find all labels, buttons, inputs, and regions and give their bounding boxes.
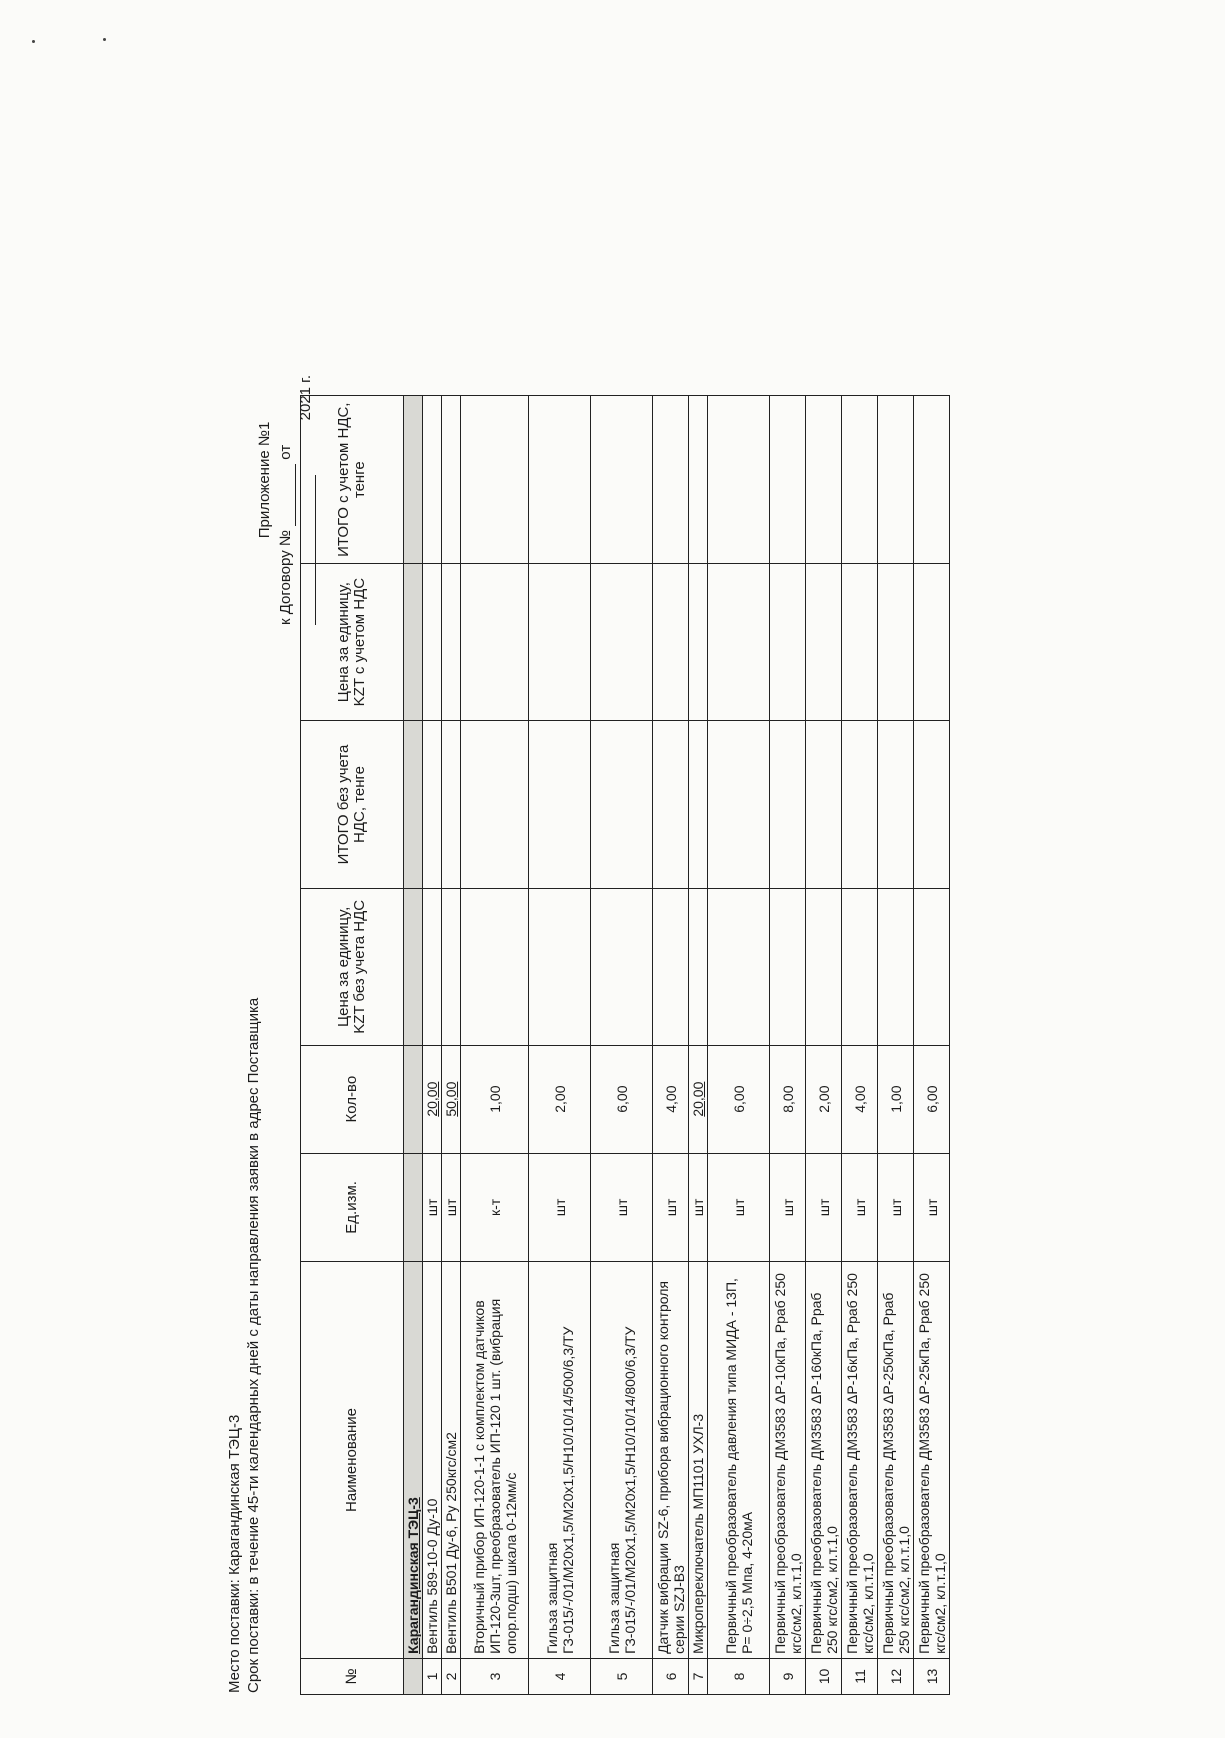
row-total-vat: [529, 396, 591, 564]
row-price-vat: [914, 564, 950, 720]
table-row: [914, 396, 950, 1695]
table-row: [423, 396, 442, 1695]
row-qty: 20,00: [423, 1045, 442, 1153]
row-price-vat: [461, 564, 529, 720]
row-num: 12: [878, 1658, 914, 1694]
row-unit: шт: [878, 1153, 914, 1261]
row-total-no-vat: [770, 720, 806, 888]
row-num: 1: [423, 1658, 442, 1694]
table-row: [591, 396, 653, 1695]
row-name: Первичный преобразователь ДМ3583 ΔР-10кПа, Рраб 250 кгс/см2, кл.т.1,0: [770, 1262, 806, 1659]
row-price-vat: [442, 564, 461, 720]
header-total-vat: ИТОГО с учетом НДС, тенге: [301, 396, 404, 564]
row-num: 9: [770, 1658, 806, 1694]
header-total-no-vat: ИТОГО без учета НДС, тенге: [301, 720, 404, 888]
row-num: 13: [914, 1658, 950, 1694]
row-total-no-vat: [689, 720, 708, 888]
row-total-vat: [842, 396, 878, 564]
delivery-place: Место поставки: Карагандинская ТЭЦ-3: [226, 1414, 243, 1693]
appendix-title: Приложение №1: [256, 421, 273, 539]
row-qty: 1,00: [461, 1045, 529, 1153]
contract-number-blank: [275, 464, 296, 526]
group-empty-cell: [404, 889, 423, 1045]
items-table: [300, 395, 950, 1695]
row-price-vat: [878, 564, 914, 720]
row-unit: к-т: [461, 1153, 529, 1261]
row-price-no-vat: [689, 889, 708, 1045]
table-row: [461, 396, 529, 1695]
row-unit: шт: [842, 1153, 878, 1261]
row-price-no-vat: [878, 889, 914, 1045]
row-qty: 2,00: [806, 1045, 842, 1153]
scan-speck: [103, 38, 106, 41]
row-unit: шт: [653, 1153, 689, 1261]
row-total-no-vat: [461, 720, 529, 888]
row-num: 11: [842, 1658, 878, 1694]
row-total-vat: [423, 396, 442, 564]
row-num: 10: [806, 1658, 842, 1694]
row-price-no-vat: [529, 889, 591, 1045]
contract-from-word: от: [277, 444, 294, 460]
header-unit: Ед.изм.: [301, 1153, 404, 1261]
group-row: [404, 396, 423, 1695]
table-row: [653, 396, 689, 1695]
row-total-vat: [878, 396, 914, 564]
delivery-info: [225, 998, 263, 1693]
row-total-no-vat: [806, 720, 842, 888]
table-row: [842, 396, 878, 1695]
rotated-document: [225, 270, 1145, 1715]
row-total-vat: [461, 396, 529, 564]
table-header-row: [301, 396, 404, 1695]
row-qty: 20,00: [689, 1045, 708, 1153]
row-price-no-vat: [423, 889, 442, 1045]
row-name: Гильза защитная ГЗ-015/-/01/M20x1,5/M20x1,5/H10/10/14/500/6,3/ТУ: [529, 1262, 591, 1659]
row-total-no-vat: [914, 720, 950, 888]
row-total-vat: [442, 396, 461, 564]
row-qty: 6,00: [591, 1045, 653, 1153]
row-unit: шт: [914, 1153, 950, 1261]
row-price-no-vat: [806, 889, 842, 1045]
row-num: 8: [708, 1658, 770, 1694]
group-empty-cell: [404, 1153, 423, 1261]
row-price-vat: [842, 564, 878, 720]
group-empty-cell: [404, 396, 423, 564]
scan-speck: [32, 40, 35, 43]
table-row: [806, 396, 842, 1695]
row-total-no-vat: [423, 720, 442, 888]
row-total-no-vat: [842, 720, 878, 888]
row-total-vat: [591, 396, 653, 564]
row-unit: шт: [806, 1153, 842, 1261]
row-qty: 6,00: [914, 1045, 950, 1153]
row-name: Микропереключатель МП1101 УХЛ-3: [689, 1262, 708, 1659]
table-row: [442, 396, 461, 1695]
group-num-cell: [404, 1658, 423, 1694]
row-price-no-vat: [708, 889, 770, 1045]
row-price-vat: [689, 564, 708, 720]
row-unit: шт: [591, 1153, 653, 1261]
row-qty: 4,00: [653, 1045, 689, 1153]
row-qty: 4,00: [842, 1045, 878, 1153]
table-row: [770, 396, 806, 1695]
row-num: 3: [461, 1658, 529, 1694]
row-total-no-vat: [653, 720, 689, 888]
row-qty: 50,00: [442, 1045, 461, 1153]
row-unit: шт: [770, 1153, 806, 1261]
row-total-vat: [914, 396, 950, 564]
row-price-vat: [708, 564, 770, 720]
group-empty-cell: [404, 720, 423, 888]
group-empty-cell: [404, 564, 423, 720]
row-total-no-vat: [708, 720, 770, 888]
contract-prefix: к Договору №: [277, 530, 294, 625]
row-num: 5: [591, 1658, 653, 1694]
row-price-vat: [591, 564, 653, 720]
row-name: Первичный преобразователь давления типа МИДА - 13П, Р= 0÷2,5 Мпа, 4-20мА: [708, 1262, 770, 1659]
group-empty-cell: [404, 1045, 423, 1153]
contract-year: 2021 г.: [297, 375, 314, 421]
row-total-no-vat: [591, 720, 653, 888]
header-name: Наименование: [301, 1262, 404, 1659]
row-price-no-vat: [653, 889, 689, 1045]
delivery-term: Срок поставки: в течение 45-ти календарных дней с даты направления заявки в адрес Поставщика: [245, 997, 262, 1693]
header-qty: Кол-во: [301, 1045, 404, 1153]
row-price-vat: [423, 564, 442, 720]
row-name: Вторичный прибор ИП-120-1-1 с комплектом датчиков ИП-120-3шт, преобразователь ИП-120 1 шт. (вибрация опор.подш) шкала 0-12мм/с: [461, 1262, 529, 1659]
row-total-no-vat: [529, 720, 591, 888]
row-price-no-vat: [591, 889, 653, 1045]
table-row: [689, 396, 708, 1695]
row-price-vat: [770, 564, 806, 720]
row-qty: 1,00: [878, 1045, 914, 1153]
row-name: Вентиль 589-10-0 Ду-10: [423, 1262, 442, 1659]
row-unit: шт: [689, 1153, 708, 1261]
row-num: 2: [442, 1658, 461, 1694]
header-price-vat: Цена за единицу, KZT с учетом НДС: [301, 564, 404, 720]
table-row: [708, 396, 770, 1695]
row-name: Гильза защитная ГЗ-015/-/01/M20x1,5/M20x1,5/H10/10/14/800/6,3/ТУ: [591, 1262, 653, 1659]
row-qty: 6,00: [708, 1045, 770, 1153]
row-name: Вентиль B501 Ду-6, Ру 250кгс/см2: [442, 1262, 461, 1659]
header-num: №: [301, 1658, 404, 1694]
row-qty: 2,00: [529, 1045, 591, 1153]
table-row: [529, 396, 591, 1695]
row-name: Первичный преобразователь ДМ3583 ΔР-25кПа, Рраб 250 кгс/см2, кл.т.1,0: [914, 1262, 950, 1659]
row-unit: шт: [423, 1153, 442, 1261]
row-price-vat: [529, 564, 591, 720]
row-price-no-vat: [914, 889, 950, 1045]
row-name: Первичный преобразователь ДМ3583 ΔР-16кПа, Рраб 250 кгс/см2, кл.т.1,0: [842, 1262, 878, 1659]
header-price-no-vat: Цена за единицу, KZT без учета НДС: [301, 889, 404, 1045]
row-unit: шт: [708, 1153, 770, 1261]
row-name: Первичный преобразователь ДМ3583 ΔР-160кПа, Рраб 250 кгс/см2, кл.т.1,0: [806, 1262, 842, 1659]
row-total-vat: [689, 396, 708, 564]
row-num: 7: [689, 1658, 708, 1694]
row-name: Датчик вибрации SZ-6, прибора вибрационного контроля серии SZJ-B3: [653, 1262, 689, 1659]
row-unit: шт: [529, 1153, 591, 1261]
row-price-vat: [806, 564, 842, 720]
row-num: 4: [529, 1658, 591, 1694]
row-total-no-vat: [878, 720, 914, 888]
row-unit: шт: [442, 1153, 461, 1261]
row-name: Первичный преобразователь ДМ3583 ΔР-250кПа, Рраб 250 кгс/см2, кл.т.1,0: [878, 1262, 914, 1659]
row-qty: 8,00: [770, 1045, 806, 1153]
row-price-no-vat: [770, 889, 806, 1045]
row-total-vat: [708, 396, 770, 564]
row-total-no-vat: [442, 720, 461, 888]
row-total-vat: [653, 396, 689, 564]
row-price-no-vat: [442, 889, 461, 1045]
group-name: Карагандинская ТЭЦ-3: [404, 1262, 423, 1659]
row-price-vat: [653, 564, 689, 720]
row-total-vat: [806, 396, 842, 564]
contract-ref: [275, 335, 296, 625]
row-num: 6: [653, 1658, 689, 1694]
table-row: [878, 396, 914, 1695]
row-total-vat: [770, 396, 806, 564]
row-price-no-vat: [842, 889, 878, 1045]
row-price-no-vat: [461, 889, 529, 1045]
